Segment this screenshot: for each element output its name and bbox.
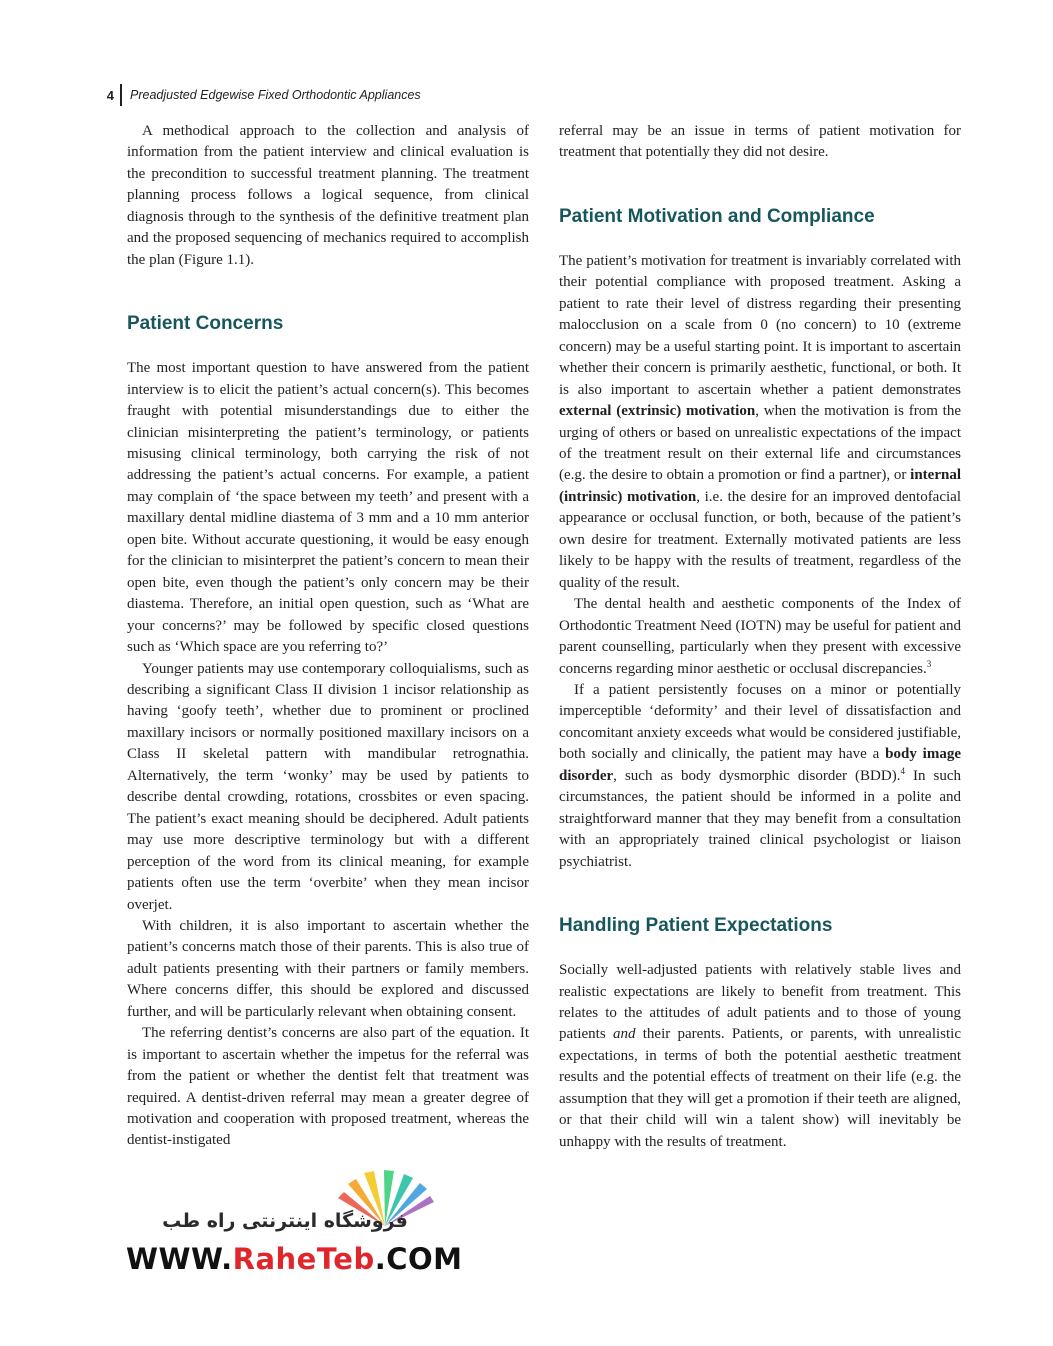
page-number: 4 [106,87,114,103]
reference-4: 4 [900,765,905,776]
motivation-paragraph-2: The dental health and aesthetic components of the Index of Orthodontic Treatment Need (IOTN) may be useful for patient and parent counselling, particularly when they present with excessive concerns regarding minor aesthetic or occlusal discrepancies.$^3$ [559,596,961,677]
heading-motivation-compliance: Patient Motivation and Compliance [559,205,875,227]
intro-paragraph: A methodical approach to the collection and analysis of information from the patient interview and clinical evaluation is the precondition to successful treatment planning. The treatment planning process follows a logical sequence, from clinical diagnosis through to the synthesis of the definitive treatment plan and the proposed sequencing of mechanics required to accomplish the plan (Figure 1.1). [127,123,529,268]
header-divider [120,84,122,106]
concerns-paragraph-4: The referring dentist’s concerns are also part of the equation. It is important to ascertain whether the impetus for the referral was from the patient or whether the dentist felt that treatment was required. A dentist-driven referral may mean a greater degree of motivation and cooperation with proposed treatment, whereas the dentist-instigated [127,1025,529,1149]
watermark [120,1168,463,1288]
right-column [559,121,961,1153]
continued-paragraph: referral may be an issue in terms of patient motivation for treatment that potentially they did not desire. [559,123,961,161]
expectations-paragraph: Socially well-adjusted patients with relatively stable lives and realistic expectations are likely to benefit from treatment. This relates to the attitudes of adult patients and to those of young patients and their parents. Patients, or parents, with unrealistic expectations, in terms of both the potential aesthetic treatment results and the potential effects of treatment on their life (e.g. the assumption that they will get a promotion if their teeth are aligned, or that their child will win a talent show) will inevitably be unhappy with the results of treatment. [559,962,961,1150]
heading-patient-expectations: Handling Patient Expectations [559,915,833,937]
watermark-url: WWW.RaheTeb.COM [126,1242,463,1276]
term-external-motivation: external (extrinsic) motivation [559,403,756,420]
motivation-paragraph-3: If a patient persistently focuses on a minor or potentially imperceptible ‘deformity’ and their level of dissatisfaction and concomitant anxiety exceeds what would be considered justifiable, both socially and clinically, the patient may have a body image disorder, such as body dysmorphic disorder (BDD).$^4$ In such circumstances, the patient should be informed in a polite and straightforward manner that they may benefit from a consultation with an appropriately trained clinical psychologist or liaison psychiatrist. [559,681,961,870]
term-body-image-disorder: body image disorder [559,746,961,784]
watermark-persian-text: فروشگاه اینترنتی راه طب [162,1210,408,1232]
page-header [100,84,421,106]
concerns-paragraph-2: Younger patients may use contemporary colloquialisms, such as describing a significant Class II division 1 incisor relationship as having ‘goofy teeth’, whether due to prominent or proclined maxillary incisors or normally positioned maxillary incisors on a Class II skeletal pattern with mandibular retrognathia. Alternatively, the term ‘wonky’ may be used by patients to describe dental crowding, rotations, crossbites or even spacing. The patient’s exact meaning should be deciphered. Adult patients may use more descriptive terminology but with a different perception of the word from its clinical meaning, for example patients often use the term ‘overbite’ when they mean incisor overjet. [127,660,529,913]
concerns-paragraph-3: With children, it is also important to ascertain whether the patient’s concerns match those of their parents. This is also true of adult patients presenting with their partners or family members. Where concerns differ, this should be explored and discussed further, and will be particularly relevant when obtaining consent. [127,917,529,1020]
motivation-paragraph-1: The patient’s motivation for treatment is invariably correlated with their potential compliance with proposed treatment. Asking a patient to rate their level of distress regarding their presenting malocclusion on a scale from 0 (no concern) to 10 (extreme concern) may be a useful starting point. It is important to ascertain whether their concern is primarily aesthetic, functional, or both. It is also important to ascertain whether a patient demonstrates external (extrinsic) motivation, when the motivation is from the urging of others or based on unrealistic expectations of the impact of the treatment result on their external life and circumstances (e.g. the desire to obtain a promotion or find a partner), or internal (intrinsic) motivation, i.e. the desire for an improved dentofacial appearance or occlusal function, or both, because of the patient’s own desire for treatment. Externally motivated patients are less likely to be happy with the results of treatment, regardless of the quality of the result. [559,252,961,591]
left-column [127,121,529,1152]
concerns-paragraph-1: The most important question to have answered from the patient interview is to elicit the patient’s actual concern(s). This becomes fraught with potential misunderstandings due to either the clinician misinterpreting the patient’s terminology, or patients misusing clinical terminology, both carrying the risk of not addressing the patient’s actual concerns. For example, a patient may complain of ‘the space between my teeth’ and present with a maxillary dental midline diastema of 3 mm and a 10 mm anterior open bite. Without accurate questioning, it would be easy enough for the clinician to misinterpret the patient’s concern to mean their open bite, even though the patient’s only concern may be their diastema. Therefore, an initial open question, such as ‘What are your concerns?’ may be followed by specific closed questions such as ‘Which space are you referring to?’ [127,360,529,656]
term-internal-motivation: internal (intrinsic) motivation [559,467,961,505]
running-title: Preadjusted Edgewise Fixed Orthodontic Appliances [130,88,421,102]
heading-patient-concerns: Patient Concerns [127,313,284,335]
emphasis-and: and [612,1026,636,1043]
reference-3: 3 [926,658,932,669]
